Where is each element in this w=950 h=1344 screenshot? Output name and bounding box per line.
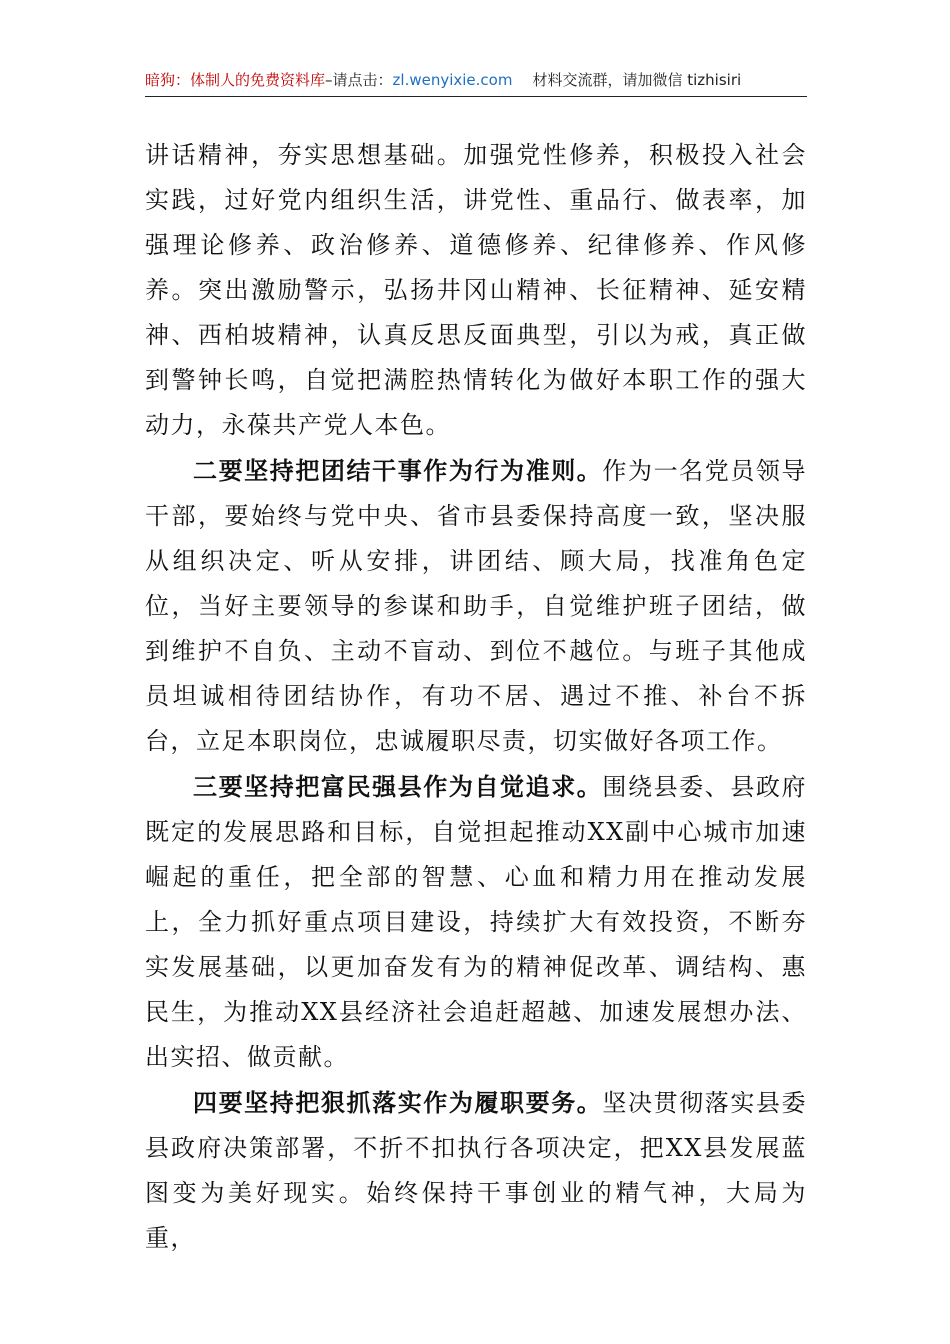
header-prompt: –请点击： (325, 71, 393, 89)
paragraph-3-heading: 三要坚持把富民强县作为自觉追求。 (193, 772, 603, 801)
paragraph-1 (145, 133, 807, 448)
document-body (145, 133, 807, 1261)
paragraph-1-text: 讲话精神，夯实思想基础。加强党性修养，积极投入社会实践，过好党内组织生活，讲党性、重品行、做表率，加强理论修养、政治修养、道德修养、纪律修养、作风修养。突出激励警示，弘扬井冈山精神、长征精神、延安精神、西柏坡精神，认真反思反面典型，引以为戒，真正做到警钟长鸣，自觉把满腔热情转化为做好本职工作的强大动力，永葆共产党人本色。 (145, 141, 807, 439)
header-brand: 暗狗：体制人的免费资料库 (145, 71, 326, 89)
paragraph-2 (145, 448, 807, 764)
paragraph-3-text: 围绕县委、县政府既定的发展思路和目标，自觉担起推动XX副中心城市加速崛起的重任，把全部的智慧、心血和精力用在推动发展上，全力抓好重点项目建设，持续扩大有效投资，不断夯实发展基础，以更加奋发有为的精神促改革、调结构、惠民生，为推动XX县经济社会追赶超越、加速发展想办法、出实招、做贡献。 (145, 773, 807, 1071)
page-header (145, 68, 807, 97)
header-contact: 材料交流群，请加微信 tizhisiri (532, 71, 742, 89)
paragraph-2-text: 作为一名党员领导干部，要始终与党中央、省市县委保持高度一致，坚决服从组织决定、听从安排，讲团结、顾大局，找准角色定位，当好主要领导的参谋和助手，自觉维护班子团结，做到维护不自负、主动不盲动、到位不越位。与班子其他成员坦诚相待团结协作，有功不居、遇过不推、补台不拆台，立足本职岗位，忠诚履职尽责，切实做好各项工作。 (145, 457, 807, 755)
paragraph-3 (145, 764, 807, 1080)
paragraph-4 (145, 1080, 807, 1261)
paragraph-2-heading: 二要坚持把团结干事作为行为准则。 (193, 456, 603, 485)
header-url-link[interactable]: zl.wenyixie.com (392, 71, 513, 89)
paragraph-4-heading: 四要坚持把狠抓落实作为履职要务。 (193, 1088, 603, 1117)
paragraph-4-text: 坚决贯彻落实县委县政府决策部署，不折不扣执行各项决定，把XX县发展蓝图变为美好现实。始终保持干事创业的精气神，大局为重， (145, 1089, 807, 1252)
